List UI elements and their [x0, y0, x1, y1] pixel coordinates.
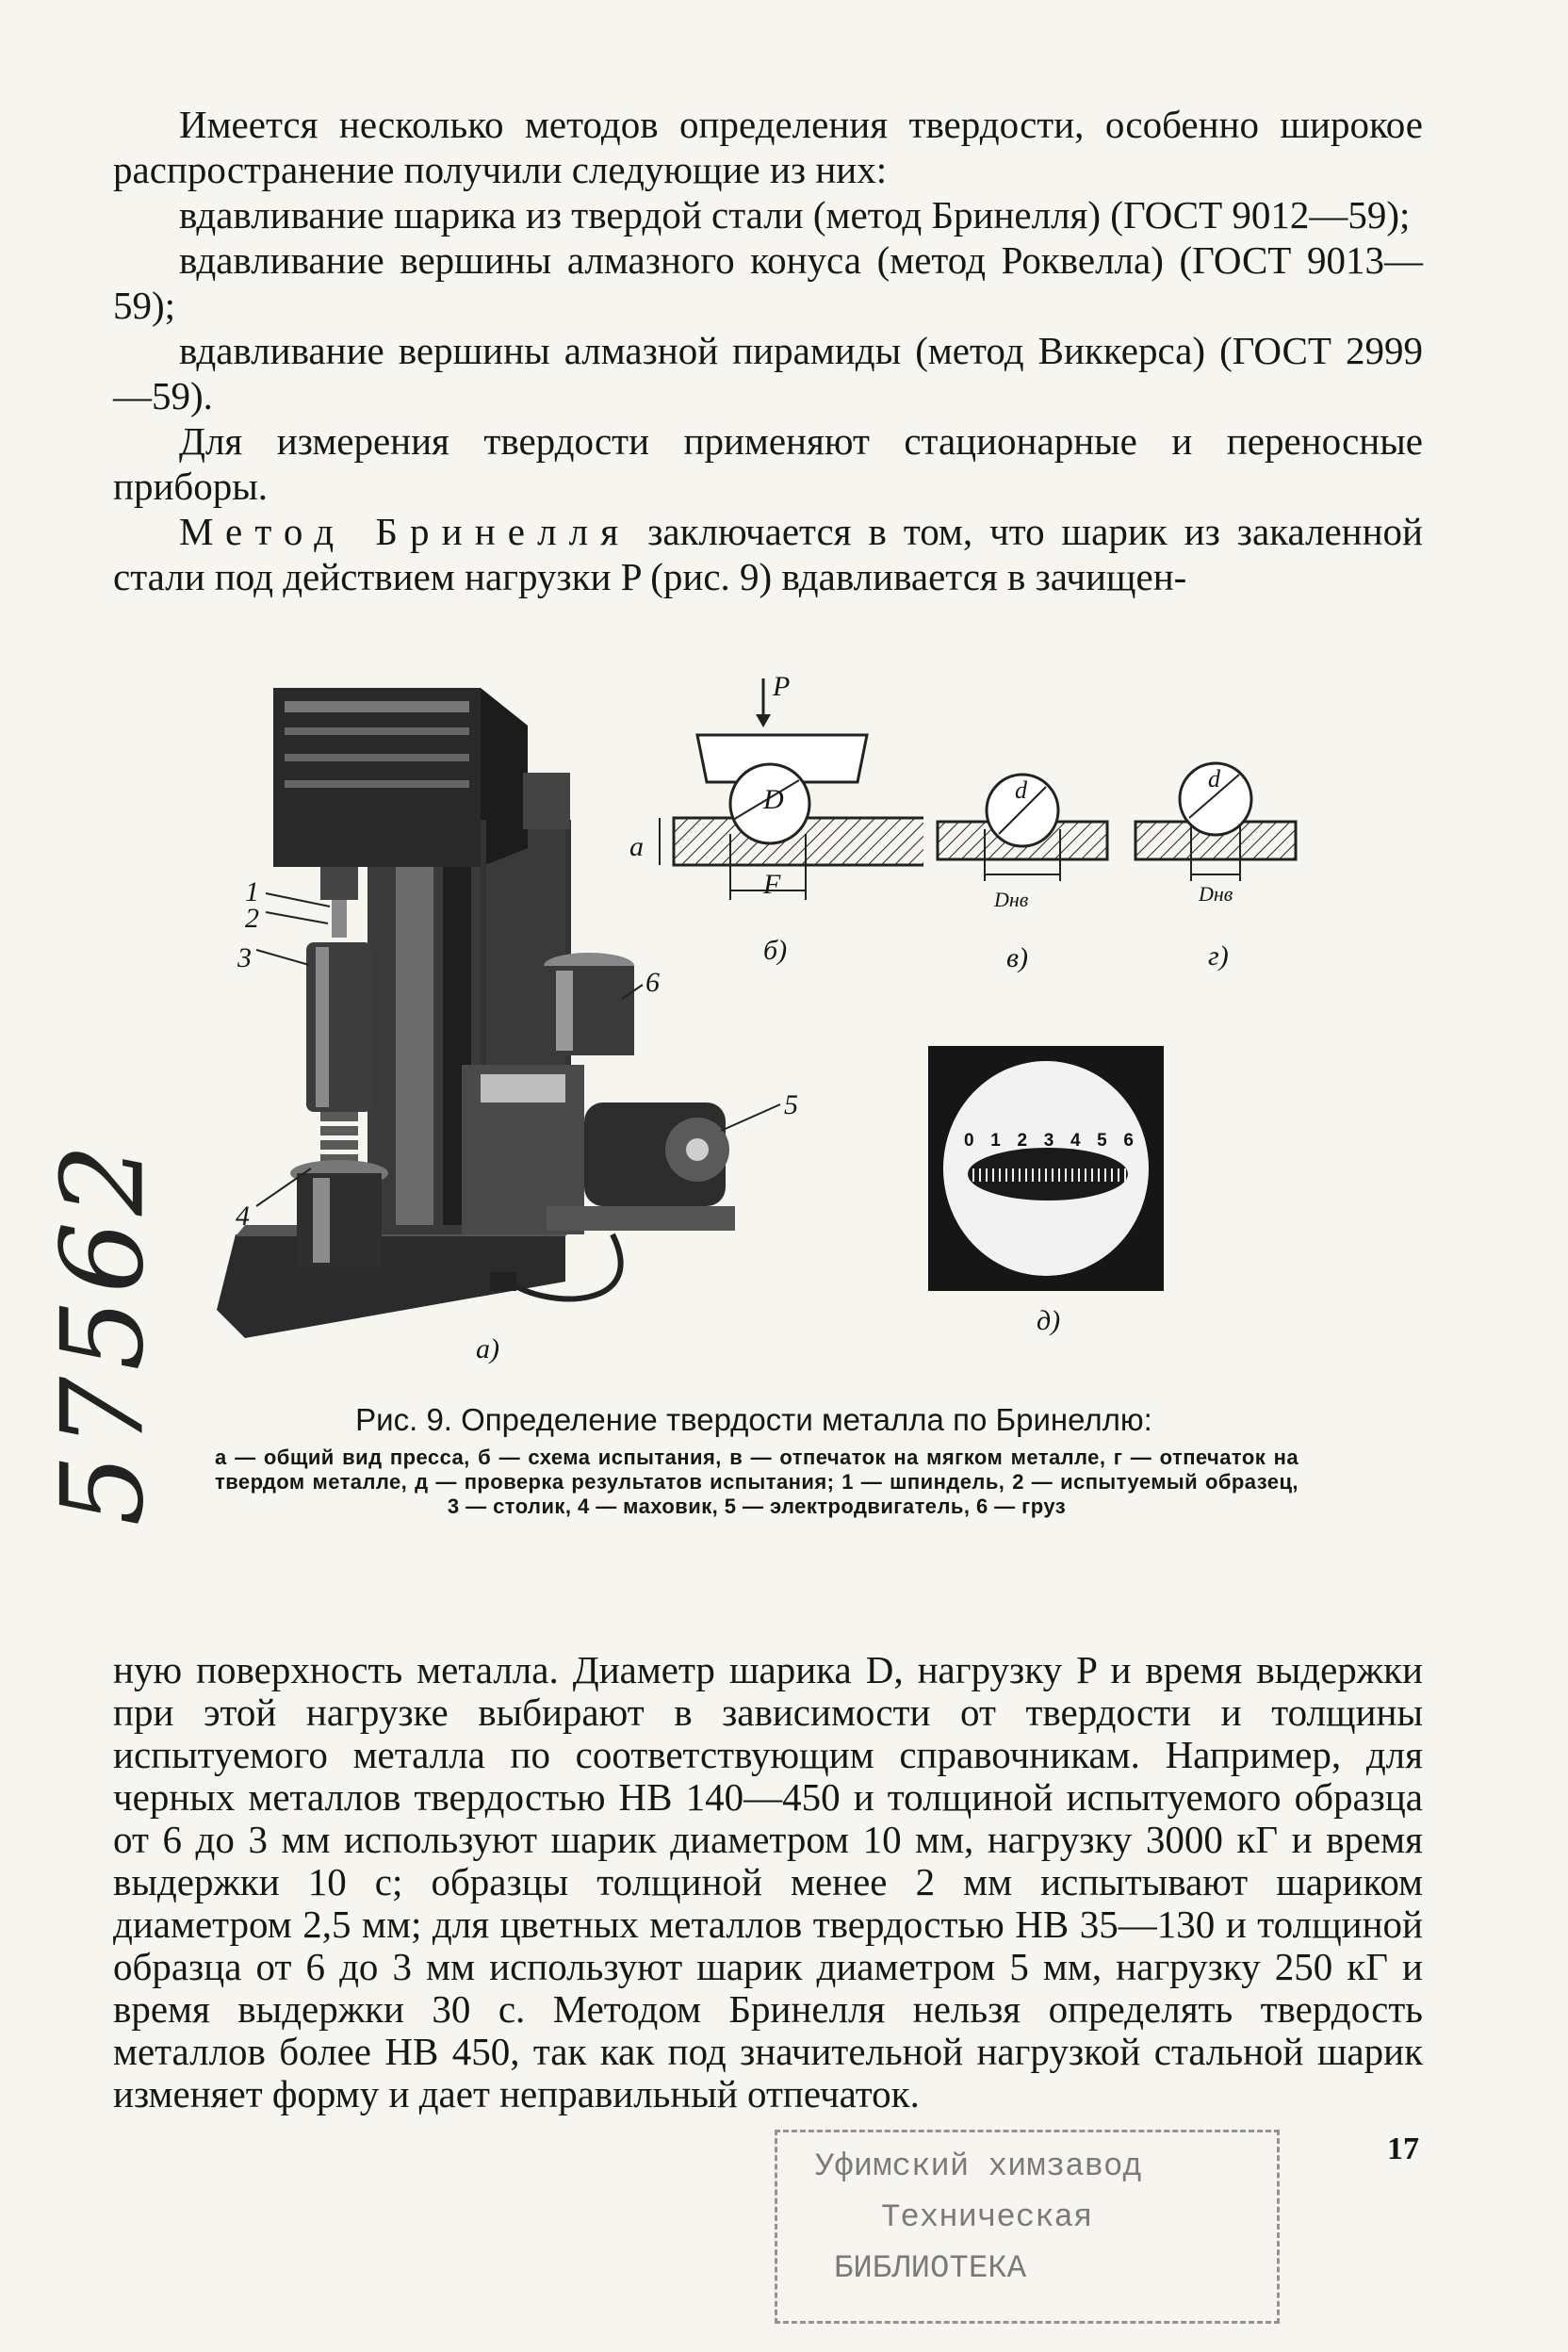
label-dhb-soft: Dнв — [994, 888, 1029, 911]
label-f: F — [763, 869, 781, 900]
scale-number: 2 — [1017, 1131, 1028, 1151]
scale-number: 0 — [964, 1131, 974, 1151]
label-p: P — [773, 671, 791, 702]
paragraph-brinell-method — [113, 509, 1423, 599]
press-label-2: 2 — [245, 903, 259, 934]
press-label-4: 4 — [236, 1200, 250, 1232]
label-d-hard: d — [1208, 765, 1220, 792]
scale-number: 6 — [1123, 1131, 1134, 1151]
scale-number: 4 — [1070, 1131, 1081, 1151]
label-ball-d: D — [763, 784, 784, 815]
panel-d-label: д) — [1037, 1305, 1061, 1336]
brinell-method-text: заключается в том, что шарик из закаленной стали под действием нагрузки P (рис. 9) вдавливается в зачищен- — [113, 510, 1423, 598]
press-label-3: 3 — [237, 942, 252, 973]
paragraph-brinell-item: вдавливание шарика из твердой стали (метод Бринелля) (ГОСТ 9012—59); — [179, 193, 1411, 237]
figure-9 — [207, 660, 1300, 1376]
top-text — [113, 102, 1423, 599]
label-d-soft: d — [1015, 776, 1027, 804]
press-label-6: 6 — [645, 967, 660, 998]
paragraph-continuation: ную поверхность металла. Диаметр шарика D, нагрузку P и время выдержки при этой нагрузке выбирают в зависимости от твердости и толщины испытуемого металла по соответствующим справочникам. Например, для черных металлов твердостью HB 140—450 и толщиной испытуемого образца от 6 до 3 мм используют шарик диаметром 10 мм, нагрузку 3000 кГ и время выдержки 10 с; образцы толщиной менее 2 мм испытывают шариком диаметром 2,5 мм; для цветных металлов твердостью HB 35—130 и толщиной образца от 6 до 3 мм используют шарик диаметром 5 мм, нагрузку 250 кГ и время выдержки 30 с. Методом Бринелля нельзя определять твердость металлов более HB 450, так как под значительной нагрузкой стальной шарик изменяет форму и дает неправильный отпечаток. — [113, 1648, 1423, 2115]
paragraph-instruments: Для измерения твердости применяют стационарные и переносные приборы. — [113, 419, 1423, 508]
eyepiece-view — [928, 1046, 1164, 1291]
bottom-text — [113, 1649, 1423, 2115]
figure-caption-title: Рис. 9. Определение твердости металла по Бринеллю: — [355, 1402, 1152, 1437]
paragraph-rockwell-item: вдавливание вершины алмазного конуса (метод Роквелла) (ГОСТ 9013—59); — [113, 238, 1423, 327]
brinell-method-term: Метод Бринелля — [179, 510, 631, 553]
press-label-5: 5 — [784, 1089, 798, 1120]
scale-number: 5 — [1097, 1131, 1107, 1151]
handwritten-number-text: 57562 — [38, 1137, 170, 1527]
press-label-1: 1 — [245, 876, 259, 907]
figure-caption-text: а — общий вид пресса, б — схема испытания, в — отпечаток на мягком металле, г — отпечаток на твердом металле, д — проверка результатов испытания; 1 — шпиндель, 2 — испытуемый образец, 3 — столик, 4 — маховик, 5 — электродвигатель, 6 — груз — [215, 1446, 1298, 1518]
panel-v-label: в) — [1006, 942, 1029, 973]
stamp-line-1: Уфимский химзавод — [815, 2149, 1142, 2185]
panel-a-label: а) — [476, 1333, 499, 1364]
paragraph-vickers-item: вдавливание вершины алмазной пирамиды (метод Виккерса) (ГОСТ 2999—59). — [113, 329, 1423, 417]
paragraph-methods-intro: Имеется несколько методов определения твердости, особенно широкое распространение получили следующие из них: — [113, 103, 1423, 191]
scale-number: 3 — [1043, 1131, 1054, 1151]
page-number: 17 — [1387, 2132, 1419, 2166]
label-dhb-hard: Dнв — [1199, 882, 1233, 906]
stamp-line-2: Техническая — [881, 2200, 1093, 2236]
label-a-dimension: a — [629, 831, 644, 862]
scale-ticks — [966, 1168, 1132, 1182]
library-stamp — [775, 2130, 1280, 2324]
panel-b-label: б) — [763, 935, 788, 966]
soft-metal-imprint-diagram — [933, 754, 1112, 886]
handwritten-number — [28, 1074, 170, 1527]
panel-g-label: г) — [1208, 940, 1229, 972]
scale-number: 1 — [990, 1131, 1001, 1151]
stamp-line-3: БИБЛИОТЕКА — [834, 2251, 1027, 2287]
measuring-scale — [964, 1131, 1134, 1150]
